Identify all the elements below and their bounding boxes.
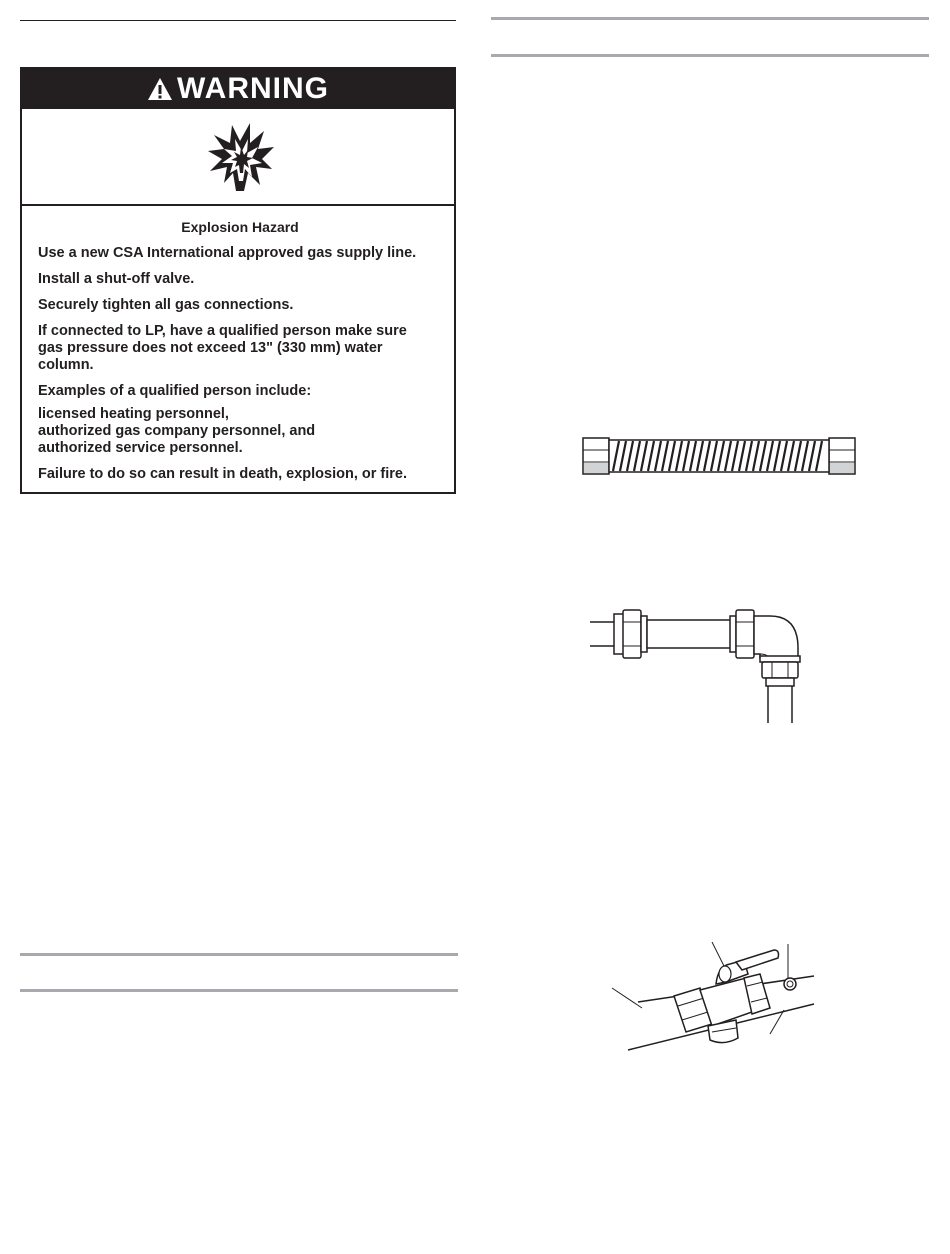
pipe-and-elbow-illustration [590,608,805,723]
hazard-name: Explosion Hazard [181,219,299,235]
warning-line-heating: licensed heating personnel, [38,406,229,422]
warning-line-lp-3: column. [38,357,94,373]
gas-shutoff-valve-illustration [608,940,818,1055]
section-rule-left-top [20,953,458,956]
warning-line-failure: Failure to do so can result in death, explosion, or fire. [38,466,408,482]
hazard-symbol-panel [22,109,454,206]
section-rule-left-bottom [20,989,458,992]
warning-line-service: authorized service personnel. [38,440,243,456]
warning-line-supply-line: Use a new CSA International approved gas supply line. [38,245,417,261]
top-rule-left [20,20,456,21]
warning-line-examples: Examples of a qualified person include: [38,383,312,399]
warning-line-lp-1: If connected to LP, have a qualified person make sure [38,323,407,339]
warning-line-lp-2: gas pressure does not exceed 13" (330 mm) water [38,340,383,356]
warning-title: WARNING [177,72,329,105]
warning-line-shutoff-valve: Install a shut-off valve. [38,271,195,287]
warning-header [22,69,454,109]
section-rule-right-top [491,17,929,20]
explosion-hazard-icon [206,121,276,193]
warning-line-tighten: Securely tighten all gas connections. [38,297,294,313]
flexible-gas-connector-illustration [582,434,856,478]
section-rule-right-bottom [491,54,929,57]
warning-body [38,219,442,483]
warning-line-gas-company: authorized gas company personnel, and [38,423,316,439]
warning-triangle-icon [147,77,173,101]
explosion-hazard-warning-box [20,67,456,494]
